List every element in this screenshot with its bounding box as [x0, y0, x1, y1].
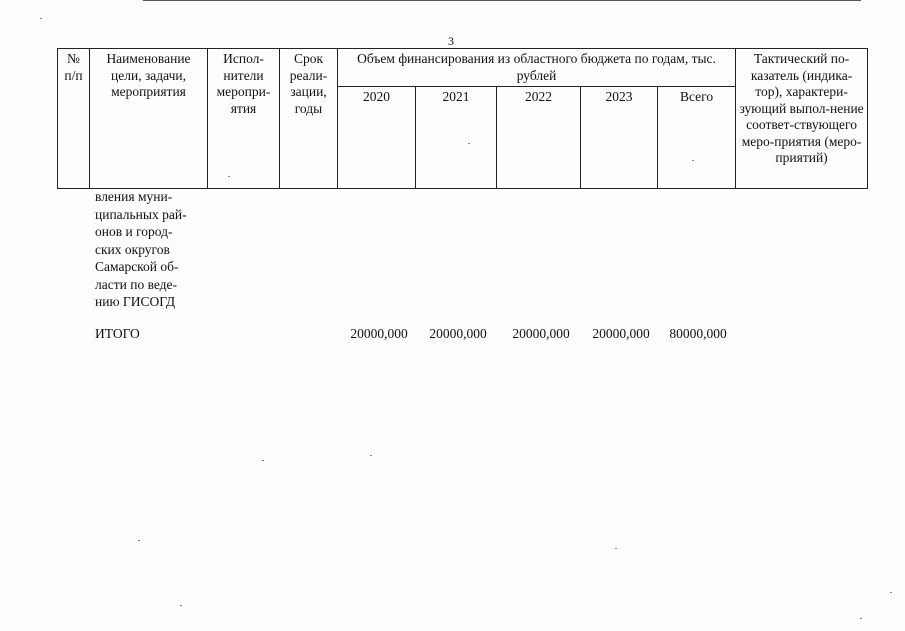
- scan-speck: [468, 143, 470, 144]
- total-2021: 20000,000: [429, 326, 487, 341]
- header-total: Всего: [658, 87, 736, 189]
- scan-speck: [860, 618, 862, 619]
- row-text-line: ласти по веде-: [95, 276, 178, 292]
- scan-speck: [40, 18, 42, 19]
- header-executors: Испол-нители меропри-ятия: [208, 49, 280, 189]
- row-text-line: онов и город-: [95, 224, 173, 239]
- scan-speck: [180, 605, 182, 606]
- row-text-line: Самарской об-: [95, 259, 179, 274]
- total-2020: 20000,000: [350, 326, 408, 341]
- header-year-2022: 2022: [497, 87, 581, 189]
- scan-speck: [890, 592, 892, 593]
- header-year-2023: 2023: [581, 87, 658, 189]
- total-label: ИТОГО: [95, 326, 140, 341]
- header-num: № п/п: [58, 49, 90, 189]
- top-border-line: [143, 0, 861, 1]
- header-year-2020: 2020: [338, 87, 416, 189]
- scan-speck: [615, 548, 617, 549]
- total-2022: 20000,000: [512, 326, 570, 341]
- scan-speck: [138, 540, 140, 541]
- header-indicator: Тактический по-казатель (индика-тор), характери-зующий выпол-нение соответ-ствующего меро-приятия (меро-приятий): [736, 49, 868, 189]
- row-text-line: вления муни-: [95, 189, 173, 204]
- funding-table: [57, 48, 868, 189]
- row-text-line: ципальных рай-: [95, 206, 187, 222]
- total-all: 80000,000: [669, 326, 727, 341]
- header-year-2021: 2021: [416, 87, 497, 189]
- scan-speck: [370, 455, 372, 456]
- header-term: Срок реали-зации, годы: [280, 49, 338, 189]
- row-continued-text: [95, 188, 215, 311]
- header-name: Наименование цели, задачи, мероприятия: [90, 49, 208, 189]
- scan-speck: [262, 460, 264, 461]
- scan-speck: [692, 160, 694, 161]
- scan-speck: [228, 176, 230, 177]
- header-funding-group: Объем финансирования из областного бюджета по годам, тыс. рублей: [338, 49, 736, 87]
- row-text-line: нию ГИСОГД: [95, 294, 176, 309]
- page-number: 3: [448, 34, 454, 48]
- total-2023: 20000,000: [592, 326, 650, 341]
- row-text-line: ских округов: [95, 241, 170, 257]
